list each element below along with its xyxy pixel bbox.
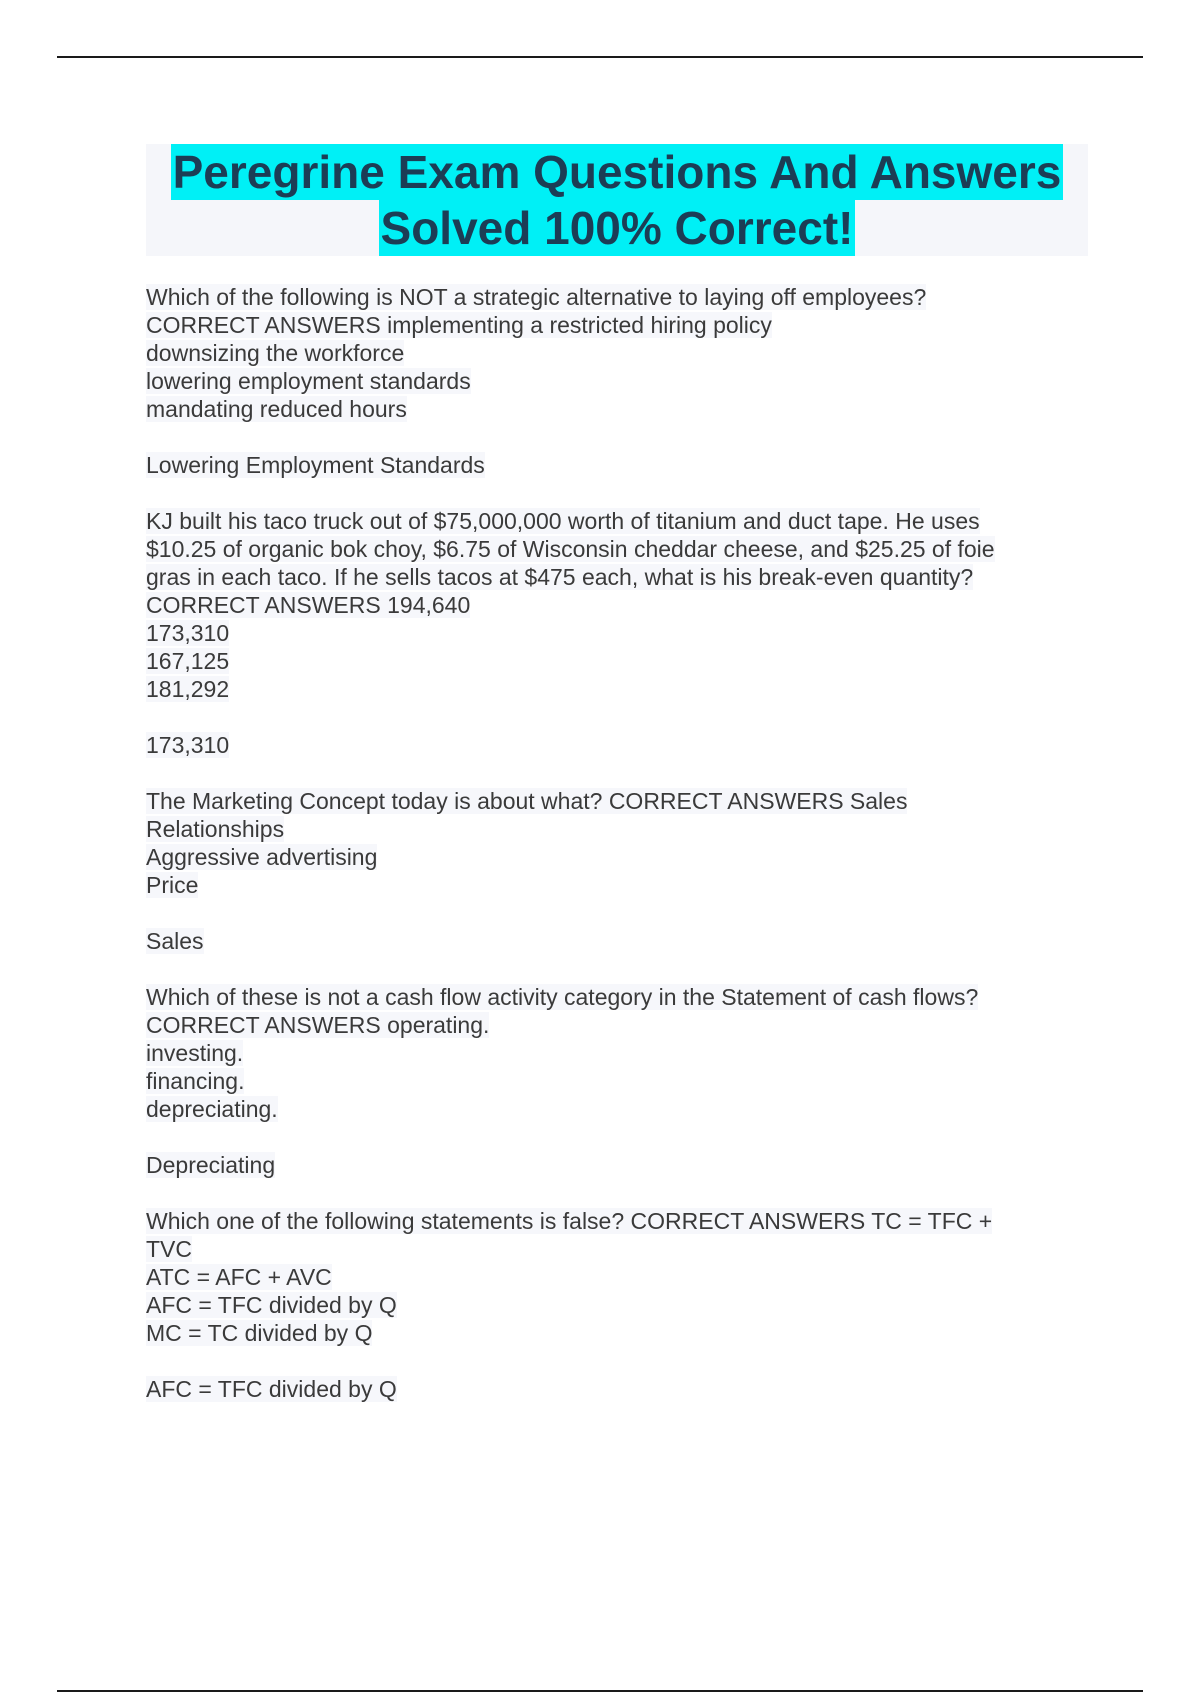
- question-block: [146, 283, 1046, 423]
- top-rule: [57, 56, 1143, 58]
- question-line: TVC: [146, 1236, 192, 1262]
- question-line: CORRECT ANSWERS 194,640: [146, 592, 471, 618]
- answer-line: 173,310: [146, 732, 230, 758]
- option-line: financing.: [146, 1068, 245, 1094]
- option-line: downsizing the workforce: [146, 340, 405, 366]
- option-line: lowering employment standards: [146, 368, 471, 394]
- title-line-2: Solved 100% Correct!: [380, 202, 854, 254]
- answer-line: Sales: [146, 928, 204, 954]
- option-line: investing.: [146, 1040, 244, 1066]
- document-title: [146, 144, 1088, 256]
- option-line: ATC = AFC + AVC: [146, 1264, 332, 1290]
- option-line: Aggressive advertising: [146, 844, 378, 870]
- question-block: [146, 983, 1046, 1123]
- question-line: KJ built his taco truck out of $75,000,000 worth of titanium and duct tape. He uses: [146, 508, 980, 534]
- question-line: CORRECT ANSWERS operating.: [146, 1012, 490, 1038]
- option-line: 181,292: [146, 676, 230, 702]
- option-line: depreciating.: [146, 1096, 278, 1122]
- option-line: 173,310: [146, 620, 230, 646]
- title-line-1: Peregrine Exam Questions And Answers: [172, 146, 1062, 198]
- question-block: [146, 787, 1046, 899]
- option-line: MC = TC divided by Q: [146, 1320, 373, 1346]
- option-line: AFC = TFC divided by Q: [146, 1292, 397, 1318]
- question-line: The Marketing Concept today is about what? CORRECT ANSWERS Sales: [146, 788, 908, 814]
- bottom-rule: [57, 1690, 1143, 1692]
- answer-line: AFC = TFC divided by Q: [146, 1376, 397, 1402]
- option-line: mandating reduced hours: [146, 396, 407, 422]
- option-line: Relationships: [146, 816, 285, 842]
- question-line: $10.25 of organic bok choy, $6.75 of Wisconsin cheddar cheese, and $25.25 of foie: [146, 536, 995, 562]
- question-block: [146, 1207, 1046, 1347]
- question-line: Which of the following is NOT a strategic alternative to laying off employees?: [146, 284, 927, 310]
- option-line: 167,125: [146, 648, 230, 674]
- question-line: gras in each taco. If he sells tacos at $475 each, what is his break-even quantity?: [146, 564, 974, 590]
- option-line: Price: [146, 872, 199, 898]
- question-line: Which one of the following statements is false? CORRECT ANSWERS TC = TFC +: [146, 1208, 993, 1234]
- answer-line: Depreciating: [146, 1152, 276, 1178]
- qa-content: [146, 283, 1046, 1403]
- question-line: CORRECT ANSWERS implementing a restricted hiring policy: [146, 312, 772, 338]
- answer-line: Lowering Employment Standards: [146, 452, 485, 478]
- question-block: [146, 507, 1046, 703]
- question-line: Which of these is not a cash flow activity category in the Statement of cash flows?: [146, 984, 979, 1010]
